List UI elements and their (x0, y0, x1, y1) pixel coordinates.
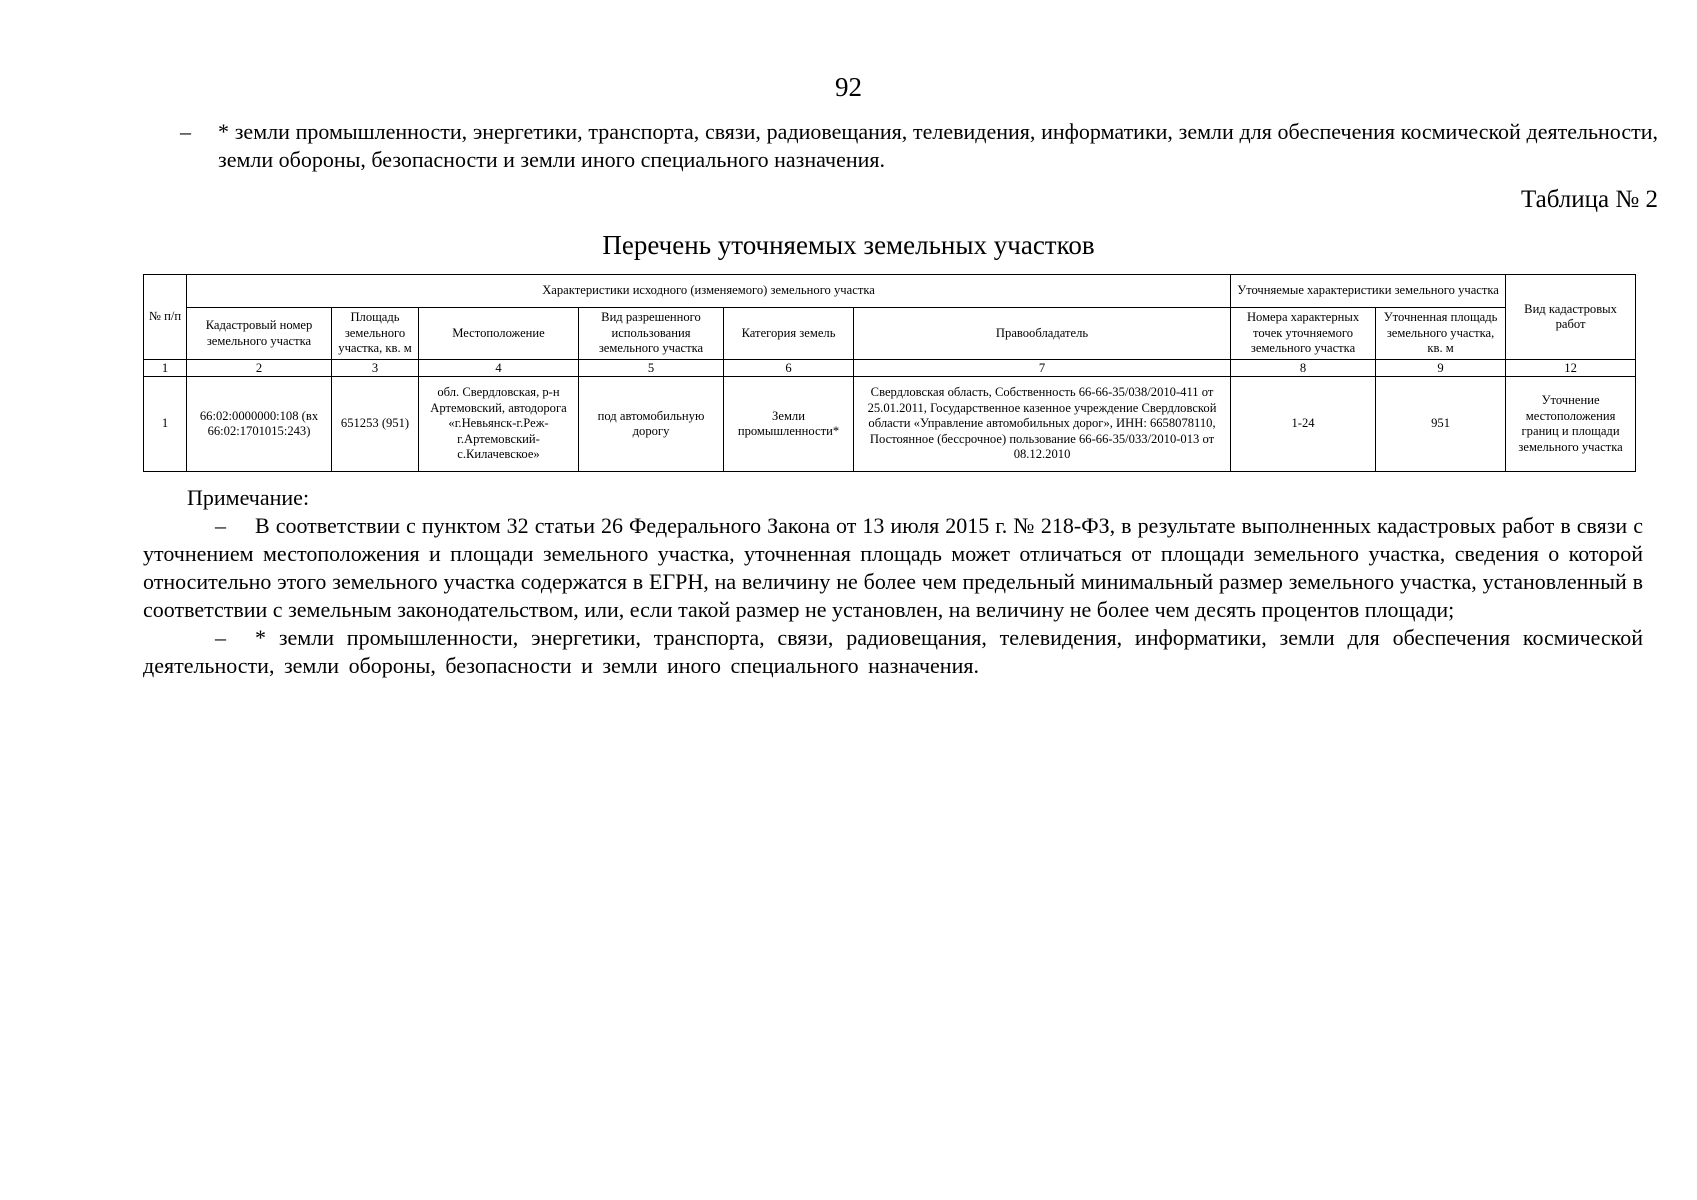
header-work-type: Вид кадастровых работ (1506, 275, 1636, 360)
intro-note (180, 118, 1658, 174)
cell-holder: Свердловская область, Собственность 66-66-35/038/2010-411 от 25.01.2011, Государственное казенное учреждение Свердловской области «Управление автомобильных дорог», ИНН: 6658078110, Постоянное (бессрочное) пользование 66-66-35/033/2010-013 от 08.12.2010 (854, 377, 1231, 472)
column-number: 8 (1231, 360, 1376, 377)
cell-permitted-use: под автомобильную дорогу (579, 377, 724, 472)
table-number: Таблица № 2 (1520, 186, 1658, 213)
note-item (143, 624, 1643, 680)
cell-location: обл. Свердловская, р-н Артемовский, автодорога «г.Невьянск-г.Реж-г.Артемовский-с.Килачевское» (419, 377, 579, 472)
column-number: 7 (854, 360, 1231, 377)
header-permitted-use: Вид разрешенного использования земельного участка (579, 308, 724, 360)
header-source-group: Характеристики исходного (изменяемого) земельного участка (187, 275, 1231, 308)
column-number: 2 (187, 360, 332, 377)
header-refined-area: Уточненная площадь земельного участка, кв. м (1376, 308, 1506, 360)
table-title: Перечень уточняемых земельных участков (602, 230, 1095, 260)
note-text: В соответствии с пунктом 32 статьи 26 Федерального Закона от 13 июля 2015 г. № 218-ФЗ, в результате выполненных кадастровых работ в связи с уточнением местоположения и площади земельного участка, уточненная площадь может отличаться от площади земельного участка, сведения о которой относительно этого земельного участка содержатся в ЕГРН, на величину не более чем предельный минимальный размер земельного участка, установленный в соответствии с земельным законодательством, или, если такой размер не установлен, на величину не более чем десять процентов площади; (143, 513, 1643, 622)
column-number: 9 (1376, 360, 1506, 377)
header-cadastral-number: Кадастровый номер земельного участка (187, 308, 332, 360)
column-number: 1 (144, 360, 187, 377)
table-row (144, 377, 1636, 472)
header-area: Площадь земельного участка, кв. м (332, 308, 419, 360)
cell-land-category: Земли промышленности* (724, 377, 854, 472)
intro-note-dash: – (180, 119, 191, 144)
note-text: * земли промышленности, энергетики, транспорта, связи, радиовещания, телевидения, информатики, земли для обеспечения космической деятельности, земли обороны, безопасности и земли иного специального назначения. (143, 625, 1643, 678)
cell-cadastral-number: 66:02:0000000:108 (вх 66:02:1701015:243) (187, 377, 332, 472)
header-points: Номера характерных точек уточняемого земельного участка (1231, 308, 1376, 360)
note-item (143, 512, 1643, 624)
column-number: 5 (579, 360, 724, 377)
page-number: 92 (835, 72, 862, 102)
note-dash: – (215, 625, 226, 650)
header-refined-group: Уточняемые характеристики земельного участка (1231, 275, 1506, 308)
notes-section (143, 484, 1643, 680)
header-num: № п/п (144, 275, 187, 360)
notes-title: Примечание: (187, 485, 310, 510)
column-number: 12 (1506, 360, 1636, 377)
cell-area: 651253 (951) (332, 377, 419, 472)
note-dash: – (215, 513, 226, 538)
header-land-category: Категория земель (724, 308, 854, 360)
parcels-table (143, 274, 1636, 472)
column-number: 3 (332, 360, 419, 377)
cell-num: 1 (144, 377, 187, 472)
cell-points: 1-24 (1231, 377, 1376, 472)
column-numbers-row (144, 360, 1636, 377)
column-number: 6 (724, 360, 854, 377)
column-number: 4 (419, 360, 579, 377)
cell-work-type: Уточнение местоположения границ и площади земельного участка (1506, 377, 1636, 472)
header-holder: Правообладатель (854, 308, 1231, 360)
cell-refined-area: 951 (1376, 377, 1506, 472)
intro-note-text: * земли промышленности, энергетики, транспорта, связи, радиовещания, телевидения, информатики, земли для обеспечения космической деятельности, земли обороны, безопасности и земли иного специального назначения. (218, 119, 1658, 172)
header-location: Местоположение (419, 308, 579, 360)
